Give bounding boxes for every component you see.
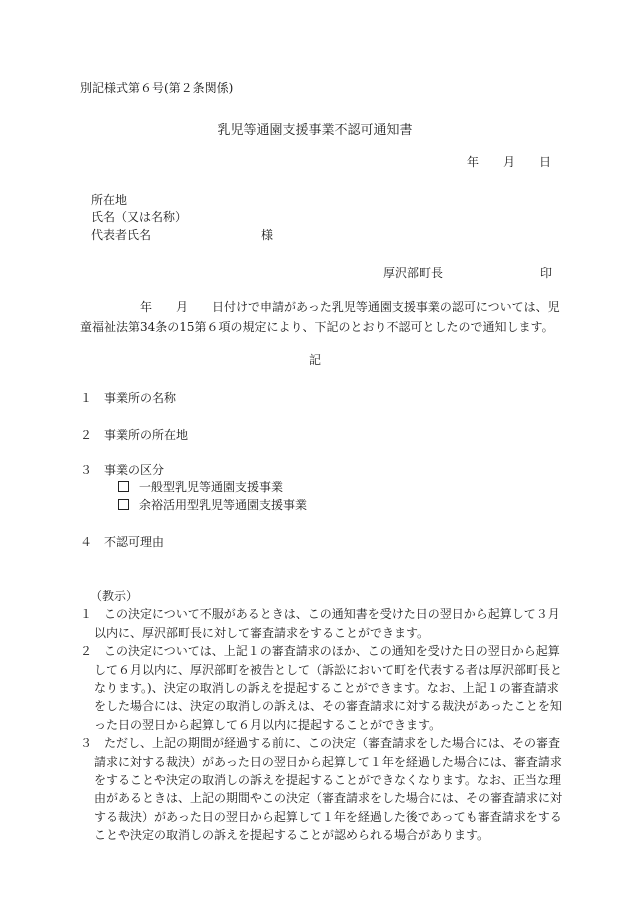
form-number: 別記様式第６号(第２条関係)	[80, 81, 234, 95]
honorific: 様	[261, 228, 274, 242]
item-label: 事業所の名称	[104, 391, 177, 405]
item-number: ２	[80, 428, 93, 442]
address-label: 所在地	[91, 193, 128, 207]
date-line: 年 月 日	[466, 155, 551, 169]
name-label: 氏名（又は名称）	[91, 210, 188, 224]
category-label: 一般型乳児等通園支援事業	[139, 480, 284, 494]
notice-item: ２ この決定については、上記１の審査請求のほか、この通知を受けた日の翌日から起算して６月以内に、厚沢部町を被告として（訴訟において町を代表する者は厚沢部町長となります。)、決定の取消しの訴えを提起することができます。なお、上記１の審査請求をした場合には、決定の取消しの訴えは、その審査請求に対する裁決があったことを知った日の翌日から起算して６月以内に提起することができます。	[80, 644, 563, 732]
category-option[interactable]	[118, 497, 307, 513]
notice-section	[80, 587, 570, 845]
item-number: ３	[80, 463, 93, 477]
checkbox[interactable]	[118, 481, 129, 492]
notice-item: ３ ただし、上記の期間が経過する前に、この決定（審査請求をした場合には、その審査請求に対する裁決）があった日の翌日から起算して１年を経過した場合には、審査請求をすることや決定の取消しの訴えを提起することができなくなります。なお、正当な理由があるときは、上記の期間やこの決定（審査請求をした場合には、その審査請求に対する裁決）があった日の翌日から起算して１年を経過した後であっても審査請求をすることや決定の取消しの訴えを提起することが認められる場合があります。	[80, 736, 563, 843]
notice-item: １ この決定について不服があるときは、この通知書を受けた日の翌日から起算して３月以内に、厚沢部町長に対して審査請求をすることができます。	[80, 607, 560, 640]
list-item	[80, 462, 164, 478]
checkbox[interactable]	[118, 499, 129, 510]
list-item	[80, 390, 176, 406]
category-label: 余裕活用型乳児等通園支援事業	[139, 498, 308, 512]
item-label: 不認可理由	[104, 535, 165, 549]
item-label: 事業の区分	[104, 463, 165, 477]
representative-label: 代表者氏名	[91, 228, 152, 242]
list-item	[80, 427, 188, 443]
item-label: 事業所の所在地	[104, 428, 189, 442]
list-item	[80, 534, 164, 550]
document-title: 乳児等通園支援事業不認可通知書	[217, 123, 413, 138]
body-text: 年 月 日付けで申請があった乳児等通園支援事業の認可については、児童福祉法第34条の15第６項の規定により、下記のとおり不認可としたので通知します。	[80, 300, 560, 334]
seal-mark: 印	[540, 266, 553, 280]
item-number: １	[80, 391, 93, 405]
ki-heading: 記	[308, 353, 321, 367]
notice-heading: （教示）	[90, 589, 139, 603]
item-number: ４	[80, 535, 93, 549]
issuer-title: 厚沢部町長	[383, 266, 444, 280]
category-option[interactable]	[118, 479, 283, 495]
